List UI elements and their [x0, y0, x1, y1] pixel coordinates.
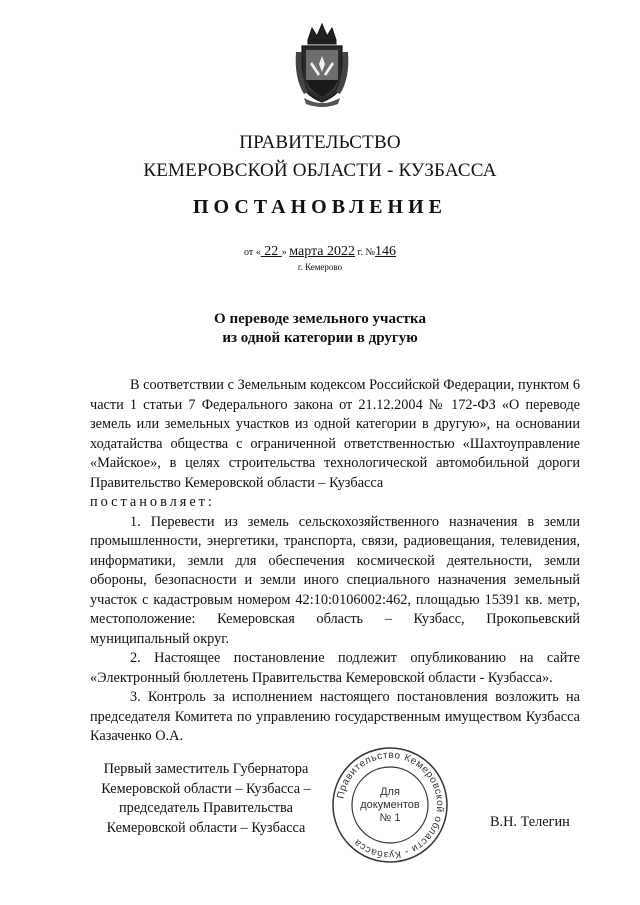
date-line: [0, 244, 640, 260]
title-line1: О переводе земельного участка: [214, 311, 426, 327]
date-day: 22: [260, 244, 282, 259]
intro-paragraph: В соответствии с Земельным кодексом Российской Федерации, пунктом 6 части 1 статьи 7 Федерального закона от 21.12.2004 № 172-ФЗ «О переводе земель или земельных участков из одной категории в другую», на основании ходатайства общества с ограниченной ответственностью «Шахтоуправление «Майское», в целях строительства технологической автомобильной дороги Правительство Кемеровской области – Кузбасса: [90, 377, 580, 491]
official-stamp: [330, 745, 450, 865]
document-title: [0, 310, 640, 348]
decree-word: постановляет:: [90, 494, 215, 510]
city-label: г. Кемерово: [297, 262, 343, 272]
signatory-line3: председатель Правительства: [119, 800, 293, 816]
stamp-center-line2: документов: [360, 799, 420, 811]
document-type: ПОСТАНОВЛЕНИЕ: [193, 196, 447, 218]
date-g: г. №: [355, 247, 376, 258]
stamp-ring-text: Правительство Кемеровской области - Кузбасса: [335, 749, 446, 861]
stamp-center-line3: № 1: [379, 812, 401, 824]
title-line2: из одной категории в другую: [222, 330, 418, 346]
signatory-title: [86, 760, 326, 838]
government-name-line2: КЕМЕРОВСКОЙ ОБЛАСТИ - КУЗБАССА: [143, 160, 497, 181]
signatory-line2: Кемеровской области – Кузбасса –: [101, 780, 311, 797]
item-2: 2. Настоящее постановление подлежит опубликованию на сайте «Электронный бюллетень Правительства Кемеровской области - Кузбасса».: [90, 650, 580, 686]
date-prefix: от «: [243, 247, 261, 258]
item-3: 3. Контроль за исполнением настоящего постановления возложить на председателя Комитета по управлению государственным имуществом Кузбасса Казаченко О.А.: [90, 689, 580, 744]
date-month-year: марта 2022: [289, 244, 356, 259]
coat-of-arms-icon: [294, 22, 350, 108]
date-mid: »: [281, 247, 290, 258]
signatory-line1: Первый заместитель Губернатора: [103, 761, 309, 777]
document-body: [90, 376, 580, 747]
item-1: 1. Перевести из земель сельскохозяйственного назначения в земли промышленности, энергетики, транспорта, связи, радиовещания, телевидения, информатики, земли для обеспечения космической деятельности, земли обороны, безопасности и земли иного специального назначения земельный участок с кадастровым номером 42:10:0106002:462, площадью 15391 кв. метр, местоположение: Кемеровская область – Кузбасс, Прокопьевский муниципальный округ.: [90, 513, 580, 647]
government-name-line1: ПРАВИТЕЛЬСТВО: [239, 132, 401, 153]
stamp-center-line1: Для: [380, 786, 400, 798]
signatory-name: В.Н. Телегин: [490, 814, 570, 830]
document-number: 146: [375, 244, 397, 259]
signatory-line4: Кемеровской области – Кузбасса: [106, 819, 306, 836]
